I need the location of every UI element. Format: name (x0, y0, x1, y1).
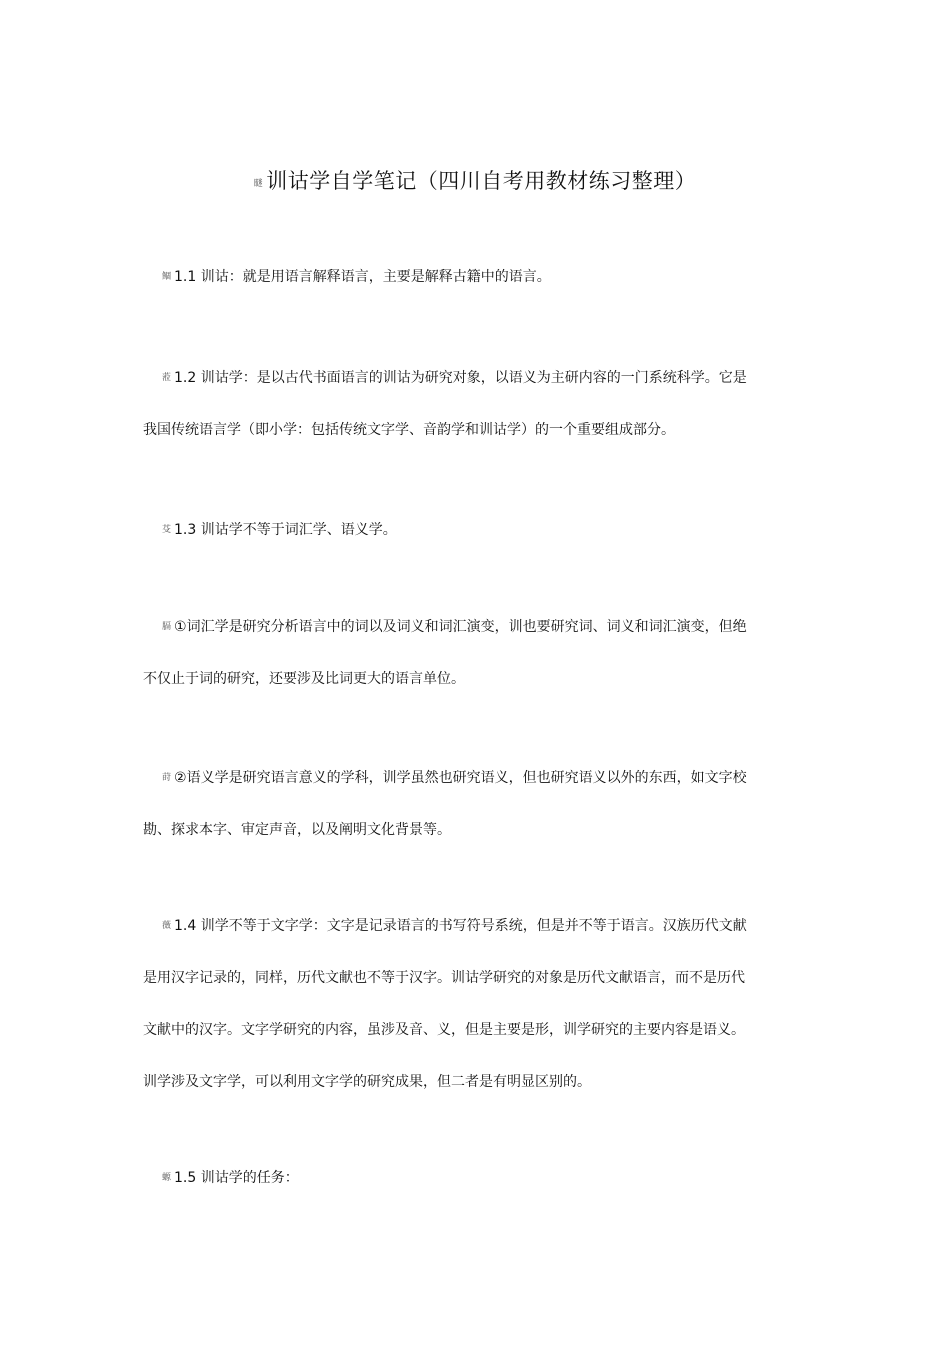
paragraph-lexicology (143, 615, 808, 719)
paragraph-line: 是用汉字记录的，同样，历代文献也不等于汉字。训诂学研究的对象是历代文献语言，而不是历代 (143, 970, 745, 986)
line-text: 1.2 训诂学：是以古代书面语言的训诂为研究对象，以语义为主研内容的一门系统科学。它是 (174, 370, 747, 386)
paragraph-1-4 (143, 914, 808, 1122)
line-text: 1.3 训诂学不等于词汇学、语义学。 (174, 522, 397, 538)
title-text: 训诂学自学笔记（四川自考用教材练习整理） (266, 169, 697, 193)
paragraph-marker: 芟 (162, 525, 172, 535)
line-text: 1.5 训诂学的任务： (174, 1170, 299, 1186)
paragraph-line (143, 518, 808, 570)
title-marker: 瞇 (253, 179, 264, 189)
paragraph-line (143, 766, 808, 818)
paragraph-line (143, 265, 808, 317)
paragraph-marker: 鲴 (162, 272, 172, 282)
line-text: 1.4 训学不等于文字学：文字是记录语言的书写符号系统，但是并不等于语言。汉族历代文献 (174, 918, 747, 934)
paragraph-semantics (143, 766, 808, 870)
paragraph-line (143, 366, 808, 418)
paragraph-1-2 (143, 366, 808, 470)
paragraph-marker: 膈 (162, 622, 172, 632)
paragraph-line (143, 914, 808, 966)
line-text: ②语义学是研究语言意义的学科，训学虽然也研究语义，但也研究语义以外的东西，如文字校 (174, 770, 747, 786)
paragraph-line: 我国传统语言学（即小学：包括传统文字学、音韵学和训诂学）的一个重要组成部分。 (143, 422, 675, 438)
line-text: 1.1 训诂：就是用语言解释语言，主要是解释古籍中的语言。 (174, 269, 551, 285)
paragraph-line: 勘、探求本字、审定声音，以及阐明文化背景等。 (143, 822, 451, 838)
paragraph-line (143, 615, 808, 667)
paragraph-marker: 蒞 (162, 373, 172, 383)
paragraph-1-3 (143, 518, 808, 570)
paragraph-line: 不仅止于词的研究，还要涉及比词更大的语言单位。 (143, 671, 465, 687)
paragraph-line: 训学涉及文字学，可以利用文字学的研究成果，但二者是有明显区别的。 (143, 1074, 591, 1090)
paragraph-marker: 莳 (162, 773, 172, 783)
document-title (0, 166, 950, 199)
paragraph-line: 文献中的汉字。文字学研究的内容，虽涉及音、义，但是主要是形，训学研究的主要内容是语义。 (143, 1022, 745, 1038)
paragraph-1-5 (143, 1166, 808, 1218)
line-text: ①词汇学是研究分析语言中的词以及词义和词汇演变，训也要研究词、词义和词汇演变，但绝 (174, 619, 747, 635)
paragraph-line (143, 1166, 808, 1218)
paragraph-1-1 (143, 265, 808, 317)
paragraph-marker: 螈 (162, 1173, 172, 1183)
paragraph-marker: 薇 (162, 921, 172, 931)
